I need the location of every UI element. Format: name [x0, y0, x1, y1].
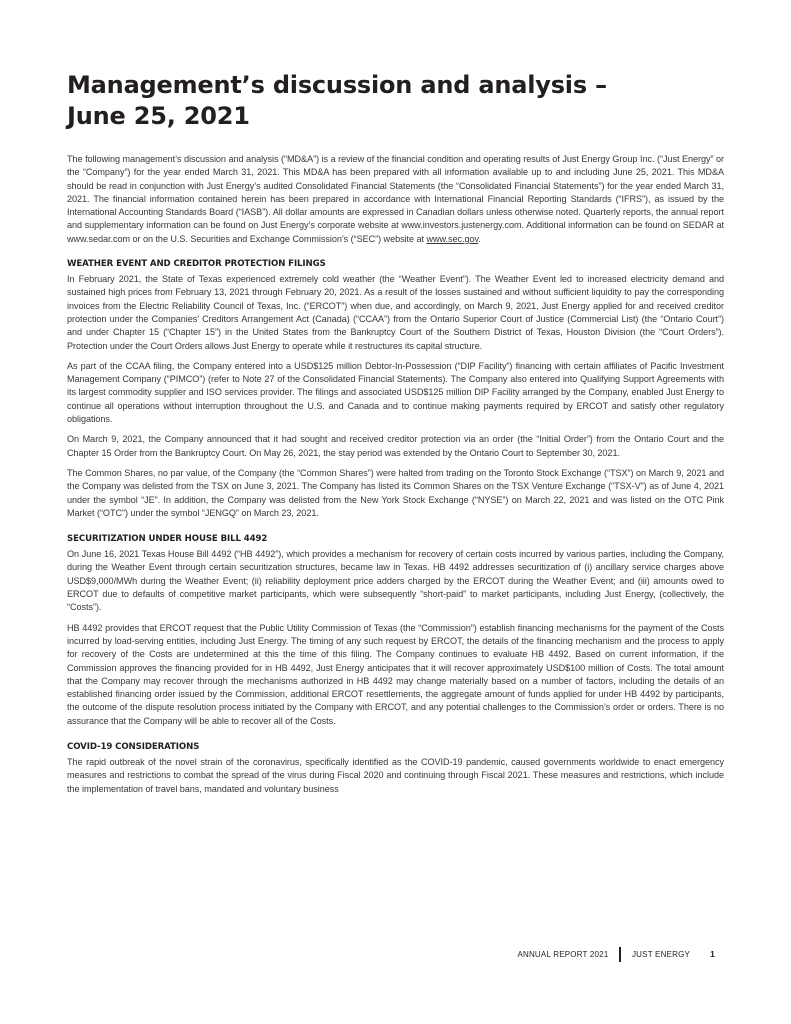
title-line-1: Management’s discussion and analysis – [67, 71, 607, 99]
body-paragraph: The Common Shares, no par value, of the Company (the “Common Shares”) were halted from trading on the Toronto Stock Exchange (“TSX”) on March 9, 2021 and the Company was delisted from the TSX on June 3, 2021. The Company has listed its Common Shares on the TSX Venture Exchange (“TSX-V”) as of June 4, 2021 under the symbol “JE”. In addition, the Company was delisted from the New York Stock Exchange (“NYSE”) on March 22, 2021 and was listed on the OTC Pink Market (“OTC”) under the symbol “JENGQ” on March 23, 2021. [67, 467, 724, 518]
page-footer [517, 946, 715, 962]
footer-company-name: JUST ENERGY [631, 949, 691, 959]
page-number: 1 [710, 949, 715, 959]
body-paragraph: The rapid outbreak of the novel strain of the coronavirus, specifically identified as the COVID-19 pandemic, caused governments worldwide to enact emergency measures and restrictions to combat the spread of the virus during Fiscal 2020 and continuing through Fiscal 2021. These measures and restrictions, which include the implementation of travel bans, mandated and voluntary business [67, 756, 724, 794]
intro-text: The following management’s discussion and analysis (“MD&A”) is a review of the financial condition and operating results of Just Energy Group Inc. (“Just Energy” or the “Company”) for the year ended March 31, 2021. This MD&A has been prepared with all information available up to and including June 25, 2021. This MD&A should be read in conjunction with Just Energy’s audited Consolidated Financial Statements (the “Consolidated Financial Statements”) for the year ended March 31, 2021. The financial information contained herein has been prepared in accordance with International Financial Reporting Standards (“IFRS”), as issued by the International Accounting Standards Board (“IASB”). All dollar amounts are expressed in Canadian dollars unless otherwise noted. Quarterly reports, the annual report and supplementary information can be found on Just Energy’s corporate website at www.investors.justenergy.com. Additional information can be found on SEDAR at www.sedar.com or on the U.S. Securities and Exchange Commission’s (“SEC”) website at [67, 154, 724, 244]
section-heading-weather-event: WEATHER EVENT AND CREDITOR PROTECTION FILINGS [67, 259, 326, 270]
section-heading-securitization: SECURITIZATION UNDER HOUSE BILL 4492 [67, 534, 268, 545]
document-body [67, 153, 724, 803]
body-paragraph: HB 4492 provides that ERCOT request that the Public Utility Commission of Texas (the “Commission”) establish financing mechanisms for the payment of the Costs incurred by load-serving entities, including Just Energy. The timing of any such request by ERCOT, the details of the financing mechanism and the process to apply for recovery of the Costs are undetermined at this the time of this filing. The Company continues to evaluate HB 4492. Based on current information, if the Commission approves the financing provided for in HB 4492, Just Energy anticipates that it will recover approximately USD$100 million of Costs. The total amount that the Company may recover through the mechanisms authorized in HB 4492 may change materially based on a number of factors, including the details of an established financing order issued by the Commission, additional ERCOT resettlements, the aggregate amount of funds applied for under HB 4492 by participants, the outcome of the dispute resolution process initiated by the Company with ERCOT, and any potential challenges to the Commission’s order or orders. There is no assurance that the Company will be able to recover all of the Costs. [67, 622, 724, 726]
sec-website-link[interactable]: www.sec.gov [426, 233, 479, 244]
intro-paragraph [67, 153, 724, 246]
title-line-2: June 25, 2021 [67, 102, 250, 130]
section-heading-covid-19: COVID-19 CONSIDERATIONS [67, 741, 200, 752]
page-title [67, 70, 727, 132]
intro-end: . [478, 233, 481, 244]
body-paragraph: As part of the CCAA filing, the Company entered into a USD$125 million Debtor-In-Possession (“DIP Facility”) financing with certain affiliates of Pacific Investment Management Company (“PIMCO”) (refer to Note 27 of the Consolidated Financial Statements). The Company also entered into Qualifying Support Agreements with its largest commodity supplier and ISO services provider. The filings and associated USD$125 million DIP Facility arranged by the Company, enabled Just Energy to continue all operations without interruption throughout the U.S. and Canada and to continue making payments required by ERCOT and satisfy other regulatory obligations. [67, 360, 724, 425]
body-paragraph: On June 16, 2021 Texas House Bill 4492 (“HB 4492”), which provides a mechanism for recovery of certain costs incurred by various parties, including the Company, during the Weather Event through certain securitization structures, became law in Texas. HB 4492 addresses securitization of (i) ancillary service charges above USD$9,000/MWh during the Weather Event; (ii) reliability deployment price adders charged by the ERCOT during the Weather Event; and (iii) amounts owed to ERCOT due to defaults of competitive market participants, which were subsequently “short-paid” to market participants, including Just Energy, (collectively, the “Costs”). [67, 549, 724, 613]
body-paragraph: On March 9, 2021, the Company announced that it had sought and received creditor protection via an order (the “Initial Order”) from the Ontario Court and the Chapter 15 Order from the Bankruptcy Court. On May 26, 2021, the stay period was extended by the Ontario Court to September 30, 2021. [67, 434, 724, 458]
footer-divider [619, 947, 621, 962]
body-paragraph: In February 2021, the State of Texas experienced extremely cold weather (the “Weather Event”). The Weather Event led to increased electricity demand and sustained high prices from February 13, 2021 through February 20, 2021. As a result of the losses sustained and without sufficient liquidity to pay the corresponding invoices from the Electric Reliability Council of Texas, Inc. (“ERCOT”) when due, and accordingly, on March 9, 2021, Just Energy applied for and received creditor protection under the Companies’ Creditors Arrangement Act (Canada) (“CCAA”) from the Ontario Superior Court of Justice (Commercial List) (the “Ontario Court”) and under Chapter 15 (“Chapter 15”) in the United States from the Bankruptcy Court of the Southern District of Texas, Houston Division (the “Court Orders”). Protection under the Court Orders allows Just Energy to operate while it restructures its capital structure. [67, 274, 724, 351]
footer-report-label: ANNUAL REPORT 2021 [517, 949, 609, 959]
